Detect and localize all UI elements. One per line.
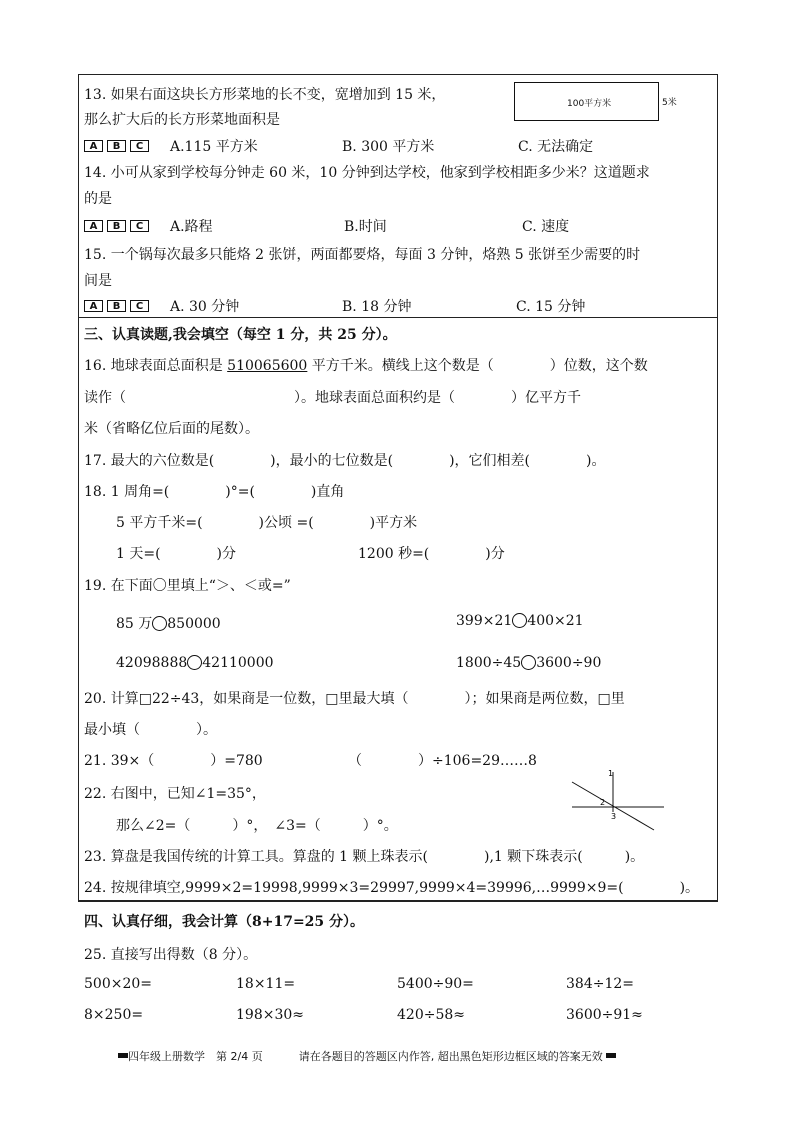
footer-marker — [606, 1053, 616, 1058]
section4-title: 四、认真仔细，我会计算（8+17=25 分）。 — [84, 914, 365, 930]
calc-item: 3600÷91≈ — [566, 1007, 643, 1023]
q16-line1-rest: 平方千米。横线上这个数是（ ）位数，这个数 — [307, 358, 648, 374]
figure-area-label: 100平方米 — [567, 99, 612, 109]
q14-options — [84, 216, 153, 232]
footer-right: 请在各题目的答题区内作答, 超出黑色矩形边框区域的答案无效 — [298, 1050, 603, 1063]
calc-item: 420÷58≈ — [397, 1007, 465, 1023]
compare-circle[interactable] — [152, 616, 167, 631]
q15-option-b: B. 18 分钟 — [342, 299, 412, 315]
q18-line2: 5 平方千米=( )公顷 =( )平方米 — [116, 515, 418, 531]
q19-item — [456, 655, 601, 671]
choice-box-a[interactable]: A — [84, 140, 103, 152]
calc-item: 5400÷90= — [397, 976, 474, 992]
q15-option-a: A. 30 分钟 — [170, 299, 240, 315]
q16-number: 510065600 — [227, 358, 308, 374]
q19-item — [456, 613, 584, 629]
q23: 23. 算盘是我国传统的计算工具。算盘的 1 颗上珠表示( ),1 颗下珠表示( )。 — [84, 849, 645, 865]
q19-left: 399×21 — [456, 613, 513, 629]
q15-line2: 间是 — [84, 273, 112, 289]
footer-marker — [118, 1053, 128, 1058]
calc-item: 198×30≈ — [236, 1007, 304, 1023]
calc-item: 8×250= — [84, 1007, 144, 1023]
section3-title: 三、认真读题,我会填空（每空 1 分，共 25 分）。 — [84, 327, 397, 343]
figure-width-label: 5米 — [662, 98, 677, 108]
q14-option-c: C. 速度 — [522, 219, 570, 235]
q19-left: 1800÷45 — [456, 655, 522, 671]
q19-right: 3600÷90 — [536, 655, 602, 671]
q15-options — [84, 296, 153, 312]
calc-item: 18×11= — [236, 976, 296, 992]
q14-line1: 14. 小可从家到学校每分钟走 60 米，10 分钟到达学校，他家到学校相距多少米？这道题求 — [84, 165, 650, 181]
choice-box-c[interactable]: C — [130, 220, 149, 232]
q17: 17. 最大的六位数是( )，最小的七位数是( )，它们相差( )。 — [84, 453, 606, 469]
q13-rectangle-figure — [514, 82, 659, 121]
choice-box-b[interactable]: B — [107, 140, 126, 152]
q14-line2: 的是 — [84, 191, 112, 207]
q20-line1: 20. 计算□22÷43，如果商是一位数，□里最大填（ ）；如果商是两位数，□里 — [84, 691, 625, 707]
q22-line1: 22. 右图中，已知∠1=35°， — [84, 786, 266, 802]
choice-box-b[interactable]: B — [107, 220, 126, 232]
q19-item — [116, 655, 274, 671]
q16-prefix: 16. 地球表面总面积是 — [84, 358, 228, 374]
q19-left: 42098888 — [116, 655, 188, 671]
angle-figure — [568, 764, 668, 834]
q25-title: 25. 直接写出得数（8 分）。 — [84, 947, 258, 963]
q21-a: 21. 39×（ ）=780 — [84, 753, 263, 769]
q18-line1: 18. 1 周角=( )°=( )直角 — [84, 484, 345, 500]
angle-label-3: 3 — [611, 812, 617, 821]
q15-line1: 15. 一个锅每次最多只能烙 2 张饼，两面都要烙，每面 3 分钟，烙熟 5 张饼至少需要的时 — [84, 247, 641, 263]
q16-line3: 米（省略亿位后面的尾数）。 — [84, 421, 259, 437]
calc-item: 384÷12= — [566, 976, 634, 992]
q20-line2: 最小填（ ）。 — [84, 722, 217, 738]
q19-title: 19. 在下面〇里填上“＞、＜或=” — [84, 578, 291, 594]
footer-left: 四年级上册数学 第 2/4 页 — [128, 1050, 263, 1063]
q16-line2: 读作（ ）。地球表面总面积约是（ ）亿平方千 — [84, 390, 581, 406]
compare-circle[interactable] — [187, 655, 202, 670]
q13-line1: 13. 如果右面这块长方形菜地的长不变，宽增加到 15 米， — [84, 87, 446, 103]
choice-box-c[interactable]: C — [130, 140, 149, 152]
q13-option-c: C. 无法确定 — [518, 139, 594, 155]
q19-right: 42110000 — [202, 655, 274, 671]
q21-b: （ ）÷106=29……8 — [348, 753, 537, 769]
compare-circle[interactable] — [521, 655, 536, 670]
q19-right: 850000 — [167, 616, 221, 632]
choice-box-a[interactable]: A — [84, 300, 103, 312]
section-divider — [78, 900, 718, 901]
calc-item: 500×20= — [84, 976, 152, 992]
page-footer — [118, 1048, 616, 1064]
q19-right: 400×21 — [527, 613, 584, 629]
q16-line1 — [84, 355, 648, 375]
angle-label-1: 1 — [608, 769, 614, 778]
q18-line3b: 1200 秒=( )分 — [358, 546, 505, 562]
choice-box-b[interactable]: B — [107, 300, 126, 312]
q13-line2: 那么扩大后的长方形菜地面积是 — [84, 112, 280, 128]
q13-option-a: A.115 平方米 — [170, 139, 258, 155]
q15-option-c: C. 15 分钟 — [516, 299, 586, 315]
q24: 24. 按规律填空,9999×2=19998,9999×3=29997,9999×4=39996,…9999×9=( )。 — [84, 880, 700, 896]
q13-options — [84, 136, 153, 152]
q14-option-a: A.路程 — [170, 219, 213, 235]
q22-line2: 那么∠2=（ ）°， ∠3=（ ）°。 — [116, 818, 398, 834]
q19-left: 85 万 — [116, 616, 153, 632]
choice-box-c[interactable]: C — [130, 300, 149, 312]
choice-box-a[interactable]: A — [84, 220, 103, 232]
q14-option-b: B.时间 — [344, 219, 387, 235]
q13-option-b: B. 300 平方米 — [342, 139, 435, 155]
q18-line3a: 1 天=( )分 — [116, 546, 237, 562]
section-divider — [78, 317, 718, 318]
angle-label-2: 2 — [600, 798, 606, 807]
q19-item — [116, 613, 221, 633]
compare-circle[interactable] — [512, 613, 527, 628]
